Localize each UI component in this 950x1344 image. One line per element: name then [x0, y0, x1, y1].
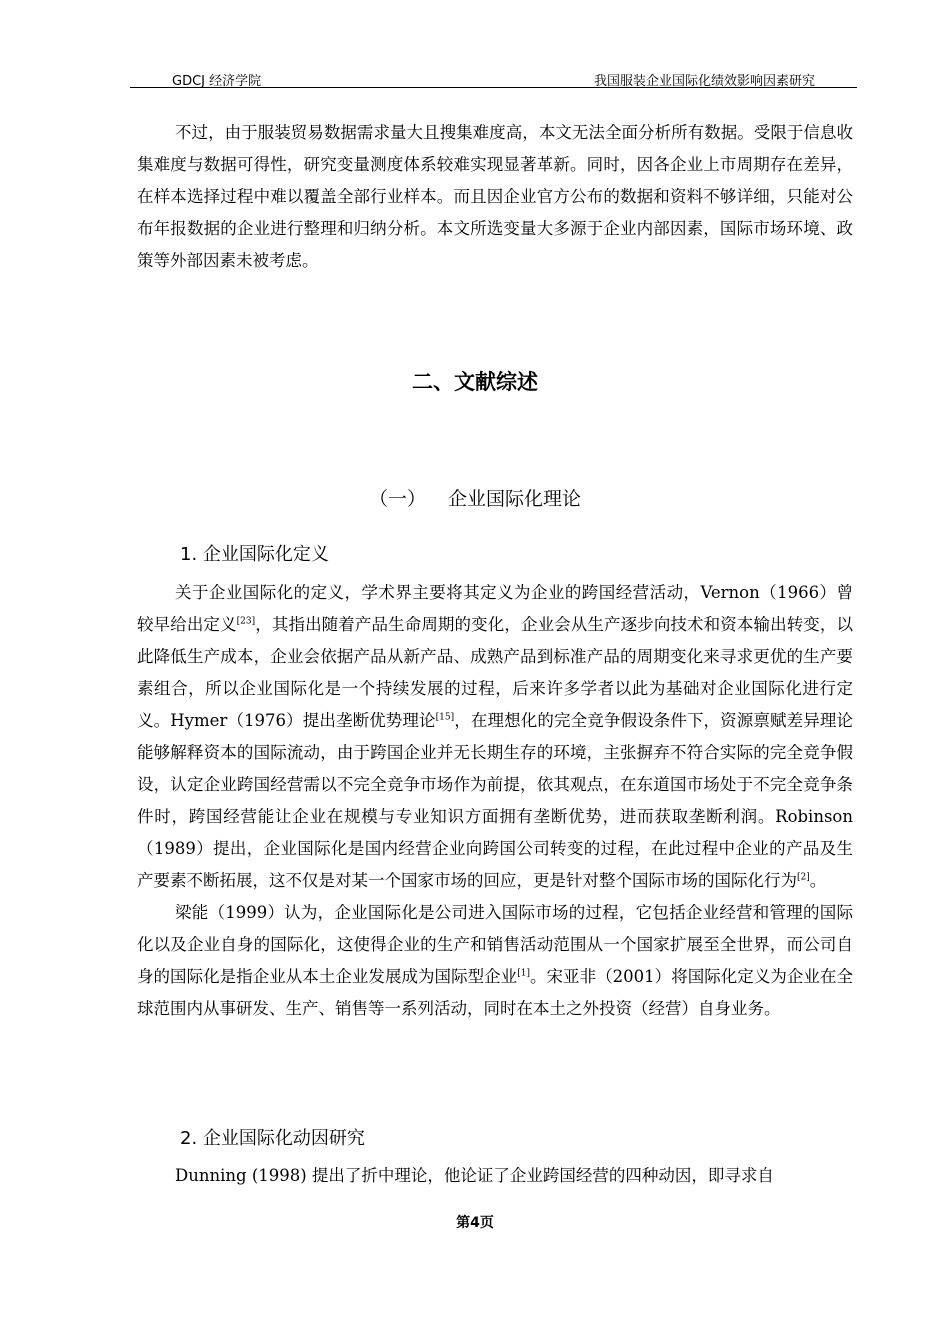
paragraph-2	[137, 897, 853, 1025]
p1-text-b: ，其指出随着产品生命周期的变化，企业会从生产逐步向技术和资本输出转变，以此降低生产成本，企业会依据产品从新产品、成熟产品到标准产品的周期变化来寻求更优的生产要素组合，所以企业国际化是一个持续发展的过程，后来许多学者以此为基础对企业国际化进行定义。Hymer（1976）提出垄断优势理论	[137, 615, 854, 730]
page-header	[130, 68, 857, 88]
paragraph-3: Dunning (1998) 提出了折中理论，他论证了企业跨国经营的四种动因，即寻求自	[175, 1166, 774, 1185]
intro-paragraph: 不过，由于服装贸易数据需求量大且搜集难度高，本文无法全面分析所有数据。受限于信息收集难度与数据可得性，研究变量测度体系较难实现显著革新。同时，因各企业上市周期存在差异，在样本选择过程中难以覆盖全部行业样本。而且因企业官方公布的数据和资料不够详细，只能对公布年报数据的企业进行整理和归纳分析。本文所选变量大多源于企业内部因素，国际市场环境、政策等外部因素未被考虑。	[137, 123, 853, 270]
paragraph-1	[137, 577, 853, 897]
p1-text-a: 关于企业国际化的定义，学术界主要将其定义为企业的跨国经营活动，Vernon（1966）曾较早给出定义	[137, 583, 853, 634]
subsection-title-1: 1. 企业国际化定义	[180, 544, 329, 565]
section-body-2	[137, 1160, 853, 1192]
citation-23: [23]	[236, 616, 256, 627]
section-body	[137, 577, 853, 1025]
citation-2: [2]	[797, 872, 810, 883]
chapter-title: 二、文献综述	[412, 370, 538, 394]
intro-block	[137, 117, 853, 277]
section-number: （一）	[368, 488, 426, 510]
citation-1: [1]	[517, 968, 530, 979]
citation-15: [15]	[435, 712, 455, 723]
page-number: 第4页	[456, 1215, 494, 1231]
p1-text-d: 。	[809, 871, 827, 890]
header-right-text: 我国服装企业国际化绩效影响因素研究	[593, 74, 815, 89]
section-heading	[0, 484, 950, 511]
p1-text-c: ，在理想化的完全竞争假设条件下，资源禀赋差异理论能够解释资本的国际流动，由于跨国企业并无长期生存的环境，主张摒弃不符合实际的完全竞争假设，认定企业跨国经营需以不完全竞争市场作为前提，依其观点，在东道国市场处于不完全竞争条件时，跨国经营能让企业在规模与专业知识方面拥有垄断优势，进而获取垄断利润。Robinson（1989）提出，企业国际化是国内经营企业向跨国公司转变的过程，在此过程中企业的产品及生产要素不断拓展，这不仅是对某一个国家市场的回应，更是针对整个国际市场的国际化行为	[137, 711, 854, 890]
p2-text-b: 。宋亚非（2001）将国际化定义为企业在全球范围内从事研发、生产、销售等一系列活动，同时在本土之外投资（经营）自身业务。	[137, 967, 853, 1018]
subsection-title-2: 2. 企业国际化动因研究	[180, 1128, 365, 1149]
section-title: 企业国际化理论	[448, 488, 582, 510]
header-left-text: GDCJ 经济学院	[172, 74, 262, 89]
p2-text-a: 梁能（1999）认为，企业国际化是公司进入国际市场的过程，它包括企业经营和管理的国际化以及企业自身的国际化，这使得企业的生产和销售活动范围从一个国家扩展至全世界，而公司自身的国际化是指企业从本土企业发展成为国际型企业	[137, 903, 853, 986]
